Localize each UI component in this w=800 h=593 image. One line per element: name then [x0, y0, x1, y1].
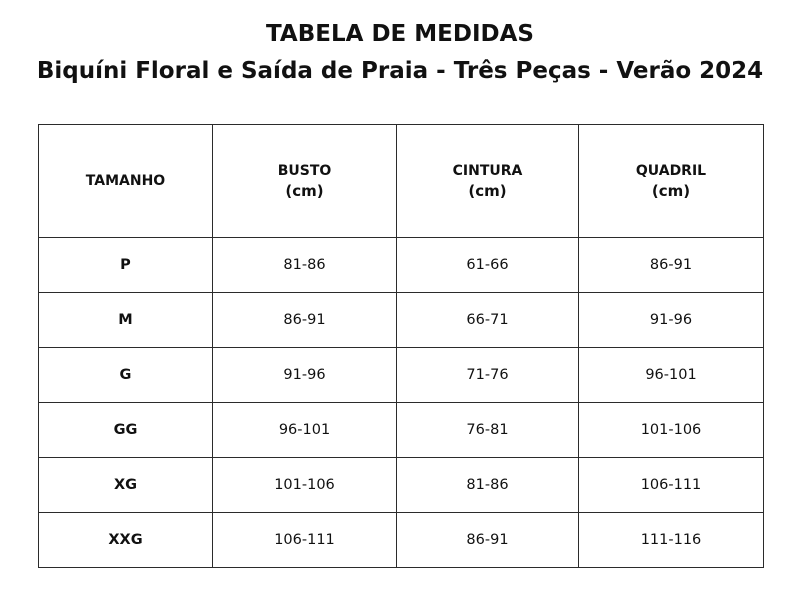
table-row [39, 458, 764, 513]
size-cell: P [39, 238, 213, 293]
table-header-row [39, 125, 764, 238]
page-title: TABELA DE MEDIDAS [266, 21, 534, 47]
hip-cell: 96-101 [579, 348, 764, 403]
column-header-bust [213, 125, 397, 238]
table-row [39, 348, 764, 403]
waist-cell: 71-76 [397, 348, 579, 403]
bust-cell: 101-106 [213, 458, 397, 513]
column-header-size [39, 125, 213, 238]
waist-cell: 76-81 [397, 403, 579, 458]
waist-cell: 86-91 [397, 513, 579, 568]
bust-cell: 86-91 [213, 293, 397, 348]
table-row [39, 238, 764, 293]
column-header-label: BUSTO [277, 163, 332, 179]
table-row [39, 403, 764, 458]
hip-cell: 91-96 [579, 293, 764, 348]
hip-cell: 101-106 [579, 403, 764, 458]
hip-cell: 86-91 [579, 238, 764, 293]
column-header-label: QUADRIL [635, 163, 707, 179]
bust-cell: 91-96 [213, 348, 397, 403]
column-header-label: TAMANHO [85, 173, 166, 189]
size-cell: XG [39, 458, 213, 513]
size-cell: G [39, 348, 213, 403]
page-subtitle: Biquíni Floral e Saída de Praia - Três Peças - Verão 2024 [36, 58, 764, 84]
column-header-label: CINTURA [452, 163, 523, 179]
bust-cell: 81-86 [213, 238, 397, 293]
size-cell: XXG [39, 513, 213, 568]
table-row [39, 513, 764, 568]
column-header-unit: (cm) [468, 182, 507, 200]
waist-cell: 81-86 [397, 458, 579, 513]
hip-cell: 106-111 [579, 458, 764, 513]
table-row [39, 293, 764, 348]
column-header-waist [397, 125, 579, 238]
hip-cell: 111-116 [579, 513, 764, 568]
bust-cell: 96-101 [213, 403, 397, 458]
column-header-unit: (cm) [285, 182, 324, 200]
column-header-unit: (cm) [651, 182, 691, 200]
waist-cell: 61-66 [397, 238, 579, 293]
size-table [38, 124, 764, 568]
size-cell: GG [39, 403, 213, 458]
size-cell: M [39, 293, 213, 348]
bust-cell: 106-111 [213, 513, 397, 568]
waist-cell: 66-71 [397, 293, 579, 348]
column-header-hip [579, 125, 764, 238]
